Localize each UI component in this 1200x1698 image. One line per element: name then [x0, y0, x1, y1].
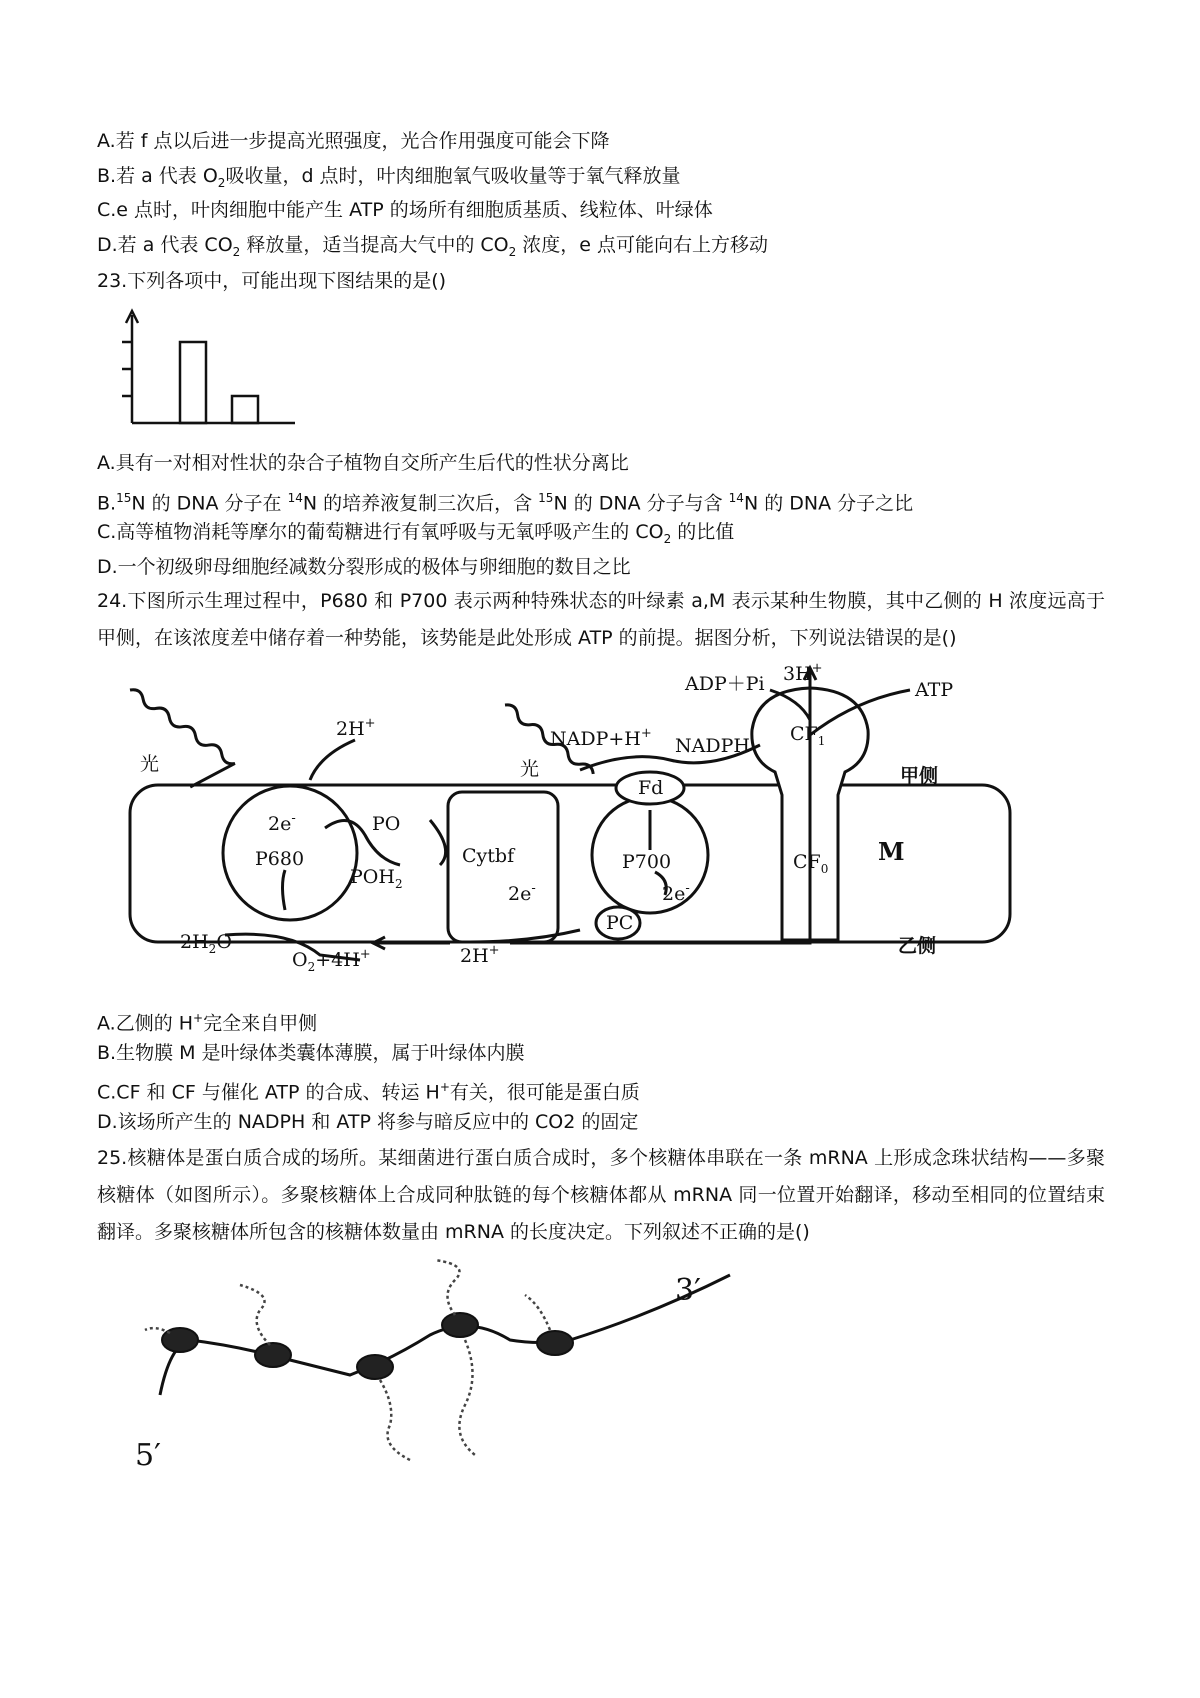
q23-bar-chart: [110, 305, 310, 435]
ribosome: [442, 1313, 478, 1337]
m-label: M: [878, 837, 905, 866]
q25-stem: 25.核糖体是蛋白质合成的场所。某细菌进行蛋白质合成时，多个核糖体串联在一条 mRNA 上形成念珠状结构——多聚核糖体（如图所示）。多聚核糖体上合成同种肽链的每个核糖体都从 mRNA 同一位置开始翻译，移动至相同的位置结束翻译。多聚核糖体所包含的核糖体数量由 mRNA 的长度决定。下列叙述不正确的是(): [97, 1147, 1105, 1243]
e-small-label: 2e-: [508, 881, 536, 905]
q24-option-a: A.乙侧的 H+完全来自甲侧: [97, 1011, 318, 1035]
q23-option-c: C.高等植物消耗等摩尔的葡萄糖进行有氧呼吸与无氧呼吸产生的 $CO_2$ 的比值: [97, 521, 735, 546]
three-h-label: 3H+: [783, 661, 823, 685]
nadp-label: NADP+H+: [550, 726, 652, 750]
q22-option-c: C.e 点时，叶肉细胞中能产生 ATP 的场所有细胞质基质、线粒体、叶绿体: [97, 199, 713, 221]
cytbf-label: Cytbf: [462, 845, 515, 867]
adp-label: ADP＋Pi: [685, 673, 765, 695]
q22-option-b: B.若 a 代表 $O_2$吸收量，d 点时，叶肉细胞氧气吸收量等于氧气释放量: [97, 165, 681, 190]
q23-option-a: A.具有一对相对性状的杂合子植物自交所产生后代的性状分离比: [97, 452, 629, 474]
q24-option-b: B.生物膜 M 是叶绿体类囊体薄膜，属于叶绿体内膜: [97, 1042, 525, 1064]
peptide-chain: [435, 1260, 460, 1315]
peptide-chain: [240, 1285, 270, 1345]
cf1-label: $CF_1$: [790, 723, 826, 748]
five-prime-end-label: 5′: [135, 1438, 161, 1473]
atp-label: ATP: [915, 679, 954, 701]
q24-photosynthesis-diagram: [110, 660, 1050, 990]
peptide-chain: [380, 1380, 410, 1460]
three-prime-end-label: 3′: [675, 1273, 701, 1308]
arrow-path: [430, 820, 446, 865]
o2-label: $O_2+4H^+$: [292, 947, 371, 974]
h2-top-label: 2H+: [336, 716, 376, 740]
yi-side-label: 乙侧: [898, 935, 937, 957]
po-label: PO: [372, 813, 401, 835]
bar: [180, 342, 206, 423]
mrna-strand: [160, 1275, 730, 1395]
peptide-chain: [525, 1295, 550, 1330]
pc-label: PC: [606, 912, 634, 934]
light-label-2: 光: [520, 758, 540, 780]
q23-option-d: D.一个初级卵母细胞经减数分裂形成的极体与卵细胞的数目之比: [97, 556, 631, 578]
cytbf-complex: [448, 792, 558, 942]
two-e-b-label: 2e-: [662, 881, 690, 905]
q24-option-d: D.该场所产生的 NADPH 和 ATP 将参与暗反应中的 CO2 的固定: [97, 1111, 639, 1133]
arrow-path: [310, 740, 355, 780]
q24-stem: 24.下图所示生理过程中，P680 和 P700 表示两种特殊状态的叶绿素 a,M 表示某种生物膜，其中乙侧的 H 浓度远高于甲侧，在该浓度差中储存着一种势能，该势能是此处形成 ATP 的前提。据图分析，下列说法错误的是(): [97, 590, 1105, 649]
q22-option-d: D.若 a 代表 $CO_2$ 释放量，适当提高大气中的 $CO_2$ 浓度，e 点可能向右上方移动: [97, 234, 769, 259]
water-label: $2H_2O$: [180, 931, 232, 956]
q22-option-a: A.若 f 点以后进一步提高光照强度，光合作用强度可能会下降: [97, 130, 610, 152]
cf0-label: $CF_0$: [793, 851, 829, 876]
ribosome: [255, 1343, 291, 1367]
fd-label: Fd: [638, 777, 664, 799]
light-label-1: 光: [140, 753, 160, 775]
peptide-chain: [459, 1340, 475, 1455]
ribosome: [537, 1331, 573, 1355]
ribosome: [357, 1355, 393, 1379]
q23-stem: 23.下列各项中，可能出现下图结果的是(): [97, 270, 447, 292]
p700-label: P700: [622, 851, 672, 873]
q23-option-b: B.$^{15}$N 的 DNA 分子在 $^{14}$N 的培养液复制三次后，含 $^{15}$N 的 DNA 分子与含 $^{14}$N 的 DNA 分子之比: [97, 491, 914, 515]
nadph-label: NADPH: [675, 735, 750, 757]
poh2-label: $POH_2$: [350, 866, 403, 891]
jia-side-label: 甲侧: [900, 765, 939, 787]
h2-bottom-label: 2H+: [460, 943, 500, 967]
q25-polyribosome-diagram: [130, 1255, 770, 1475]
p680-label: P680: [255, 848, 305, 870]
q24-option-c: C.CF 和 CF 与催化 ATP 的合成、转运 H+有关，很可能是蛋白质: [97, 1080, 640, 1104]
two-e-label: 2e-: [268, 811, 296, 835]
light-wave-1: [110, 687, 237, 801]
bar: [232, 396, 258, 423]
